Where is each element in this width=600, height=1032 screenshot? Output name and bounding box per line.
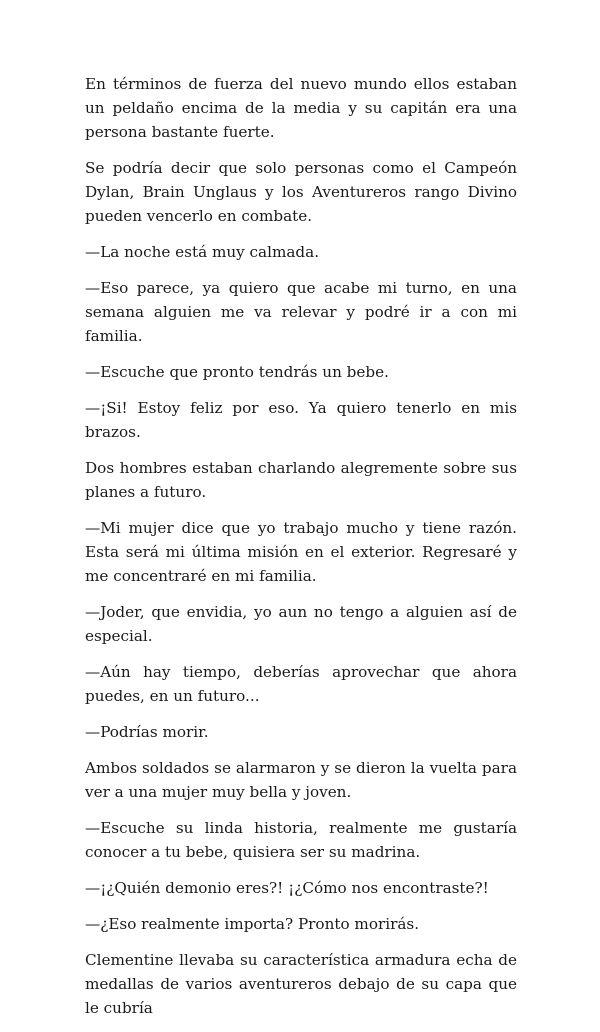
dialogue-line: —Escuche su linda historia, realmente me gustaría conocer a tu bebe, quisiera ser su madrina. bbox=[85, 819, 517, 861]
dialogue-line: —¡Si! Estoy feliz por eso. Ya quiero tenerlo en mis brazos. bbox=[85, 399, 517, 441]
dialogue-line: —Podrías morir. bbox=[85, 723, 209, 741]
dialogue-line: —Eso parece, ya quiero que acabe mi turno, en una semana alguien me va relevar y podré ir a con mi familia. bbox=[85, 279, 517, 345]
document-page bbox=[85, 72, 517, 1032]
dialogue-line: —Escuche que pronto tendrás un bebe. bbox=[85, 363, 389, 381]
dialogue-line: —Aún hay tiempo, deberías aprovechar que ahora puedes, en un futuro... bbox=[85, 663, 517, 705]
paragraph: Se podría decir que solo personas como el Campeón Dylan, Brain Unglaus y los Aventureros rango Divino pueden vencerlo en combate. bbox=[85, 159, 517, 225]
dialogue-line: —La noche está muy calmada. bbox=[85, 243, 320, 261]
dialogue-line: —¡¿Quién demonio eres?! ¡¿Cómo nos encontraste?! bbox=[85, 879, 489, 897]
paragraph: Ambos soldados se alarmaron y se dieron la vuelta para ver a una mujer muy bella y joven. bbox=[85, 759, 517, 801]
dialogue-line: —Mi mujer dice que yo trabajo mucho y tiene razón. Esta será mi última misión en el exterior. Regresaré y me concentraré en mi familia. bbox=[85, 519, 517, 585]
paragraph: Dos hombres estaban charlando alegremente sobre sus planes a futuro. bbox=[85, 459, 517, 501]
paragraph: Clementine llevaba su característica armadura echa de medallas de varios aventureros debajo de su capa que le cubría bbox=[85, 951, 517, 1017]
paragraph: En términos de fuerza del nuevo mundo ellos estaban un peldaño encima de la media y su capitán era una persona bastante fuerte. bbox=[85, 75, 517, 141]
dialogue-line: —Joder, que envidia, yo aun no tengo a alguien así de especial. bbox=[85, 603, 517, 645]
dialogue-line: —¿Eso realmente importa? Pronto morirás. bbox=[85, 915, 420, 933]
